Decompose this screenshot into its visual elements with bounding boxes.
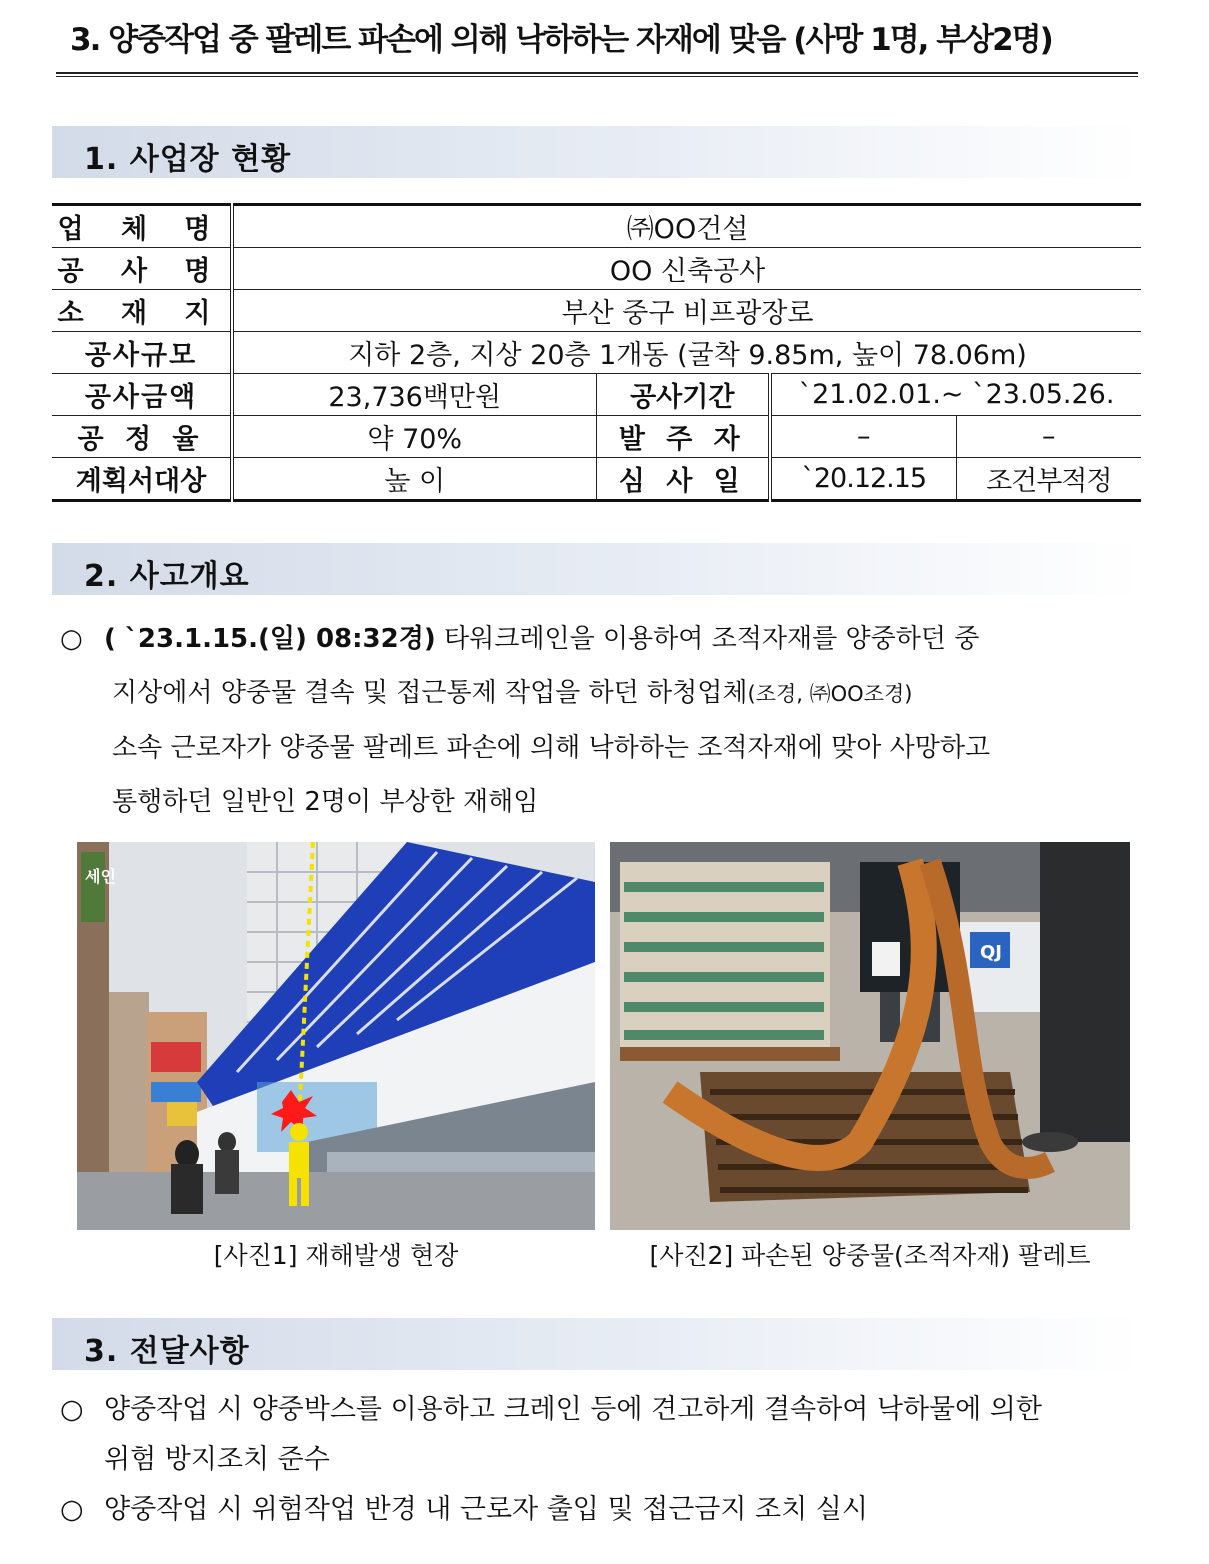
table-row bbox=[52, 290, 1141, 332]
rate-value: 약 70% bbox=[232, 416, 596, 458]
photo-accident-site bbox=[77, 842, 595, 1230]
title-rule bbox=[56, 72, 1138, 74]
site-info-table bbox=[52, 203, 1141, 502]
notice-item-1 bbox=[60, 1385, 1042, 1435]
notice-text: 양중작업 시 위험작업 반경 내 근로자 출입 및 접근금지 조치 실시 bbox=[104, 1494, 868, 1525]
period-value: `21.02.01.~ `23.05.26. bbox=[770, 374, 1141, 416]
section-header-site bbox=[52, 126, 1140, 178]
section-header-notices bbox=[52, 1318, 1140, 1370]
plan-label: 계획서대상 bbox=[52, 458, 232, 501]
project-label: 공 사 명 bbox=[52, 248, 232, 290]
accident-summary bbox=[60, 612, 990, 829]
accident-line-4: 통행하던 일반인 2명이 부상한 재해임 bbox=[112, 787, 539, 817]
review-label: 심 사 일 bbox=[596, 458, 770, 501]
accident-line-3: 소속 근로자가 양중물 팔레트 파손에 의해 낙하하는 조적자재에 맞아 사망하고 bbox=[112, 733, 991, 763]
shop-sign-text: 세인 bbox=[85, 867, 116, 886]
sign-label-text: QJ bbox=[980, 942, 1002, 963]
notice-list bbox=[60, 1385, 1042, 1535]
client-label: 발 주 자 bbox=[596, 416, 770, 458]
bullet: ○ bbox=[60, 1394, 84, 1425]
table-row bbox=[52, 332, 1141, 374]
client-value: – bbox=[770, 416, 956, 458]
scale-label: 공사규모 bbox=[52, 332, 232, 374]
plan-value: 높 이 bbox=[232, 458, 596, 501]
project-value: OO 신축공사 bbox=[232, 248, 1141, 290]
table-row bbox=[52, 374, 1141, 416]
title-rule-thin bbox=[56, 76, 1138, 77]
bullet: ○ bbox=[60, 1494, 84, 1525]
location-label: 소 재 지 bbox=[52, 290, 232, 332]
section-title: 1. 사업장 현황 bbox=[84, 142, 292, 177]
photo2-caption: [사진2] 파손된 양중물(조적자재) 팔레트 bbox=[649, 1241, 1091, 1270]
table-row bbox=[52, 205, 1141, 248]
client-value-2: – bbox=[956, 416, 1141, 458]
table-row bbox=[52, 416, 1141, 458]
table-row bbox=[52, 458, 1141, 501]
review-result: 조건부적정 bbox=[956, 458, 1141, 501]
section-header-accident bbox=[52, 543, 1140, 595]
location-value: 부산 중구 비프광장로 bbox=[232, 290, 1141, 332]
notice-item-2 bbox=[60, 1485, 1042, 1535]
section-title: 3. 전달사항 bbox=[84, 1334, 250, 1369]
accident-line-2 bbox=[60, 666, 990, 721]
photo-damaged-pallet bbox=[610, 842, 1130, 1230]
bullet: ○ bbox=[60, 624, 83, 654]
accident-subcontractor: (조경, ㈜OO조경) bbox=[747, 682, 913, 706]
table-row bbox=[52, 248, 1141, 290]
accident-text: 지상에서 양중물 결속 및 접근통제 작업을 하던 하청업체 bbox=[112, 678, 748, 708]
accident-text: 타워크레인을 이용하여 조적자재를 양중하던 중 bbox=[435, 624, 980, 654]
rate-label: 공 정 율 bbox=[52, 416, 232, 458]
notice-text: 양중작업 시 양중박스를 이용하고 크레인 등에 견고하게 결속하여 낙하물에 의한 bbox=[104, 1394, 1042, 1425]
photo1-caption: [사진1] 재해발생 현장 bbox=[213, 1241, 459, 1270]
document-title: 3. 양중작업 중 팔레트 파손에 의해 낙하하는 자재에 맞음 (사망 1명, 부상2명) bbox=[70, 22, 1052, 58]
company-value: ㈜OO건설 bbox=[232, 205, 1141, 248]
scale-value: 지하 2층, 지상 20층 1개동 (굴착 9.85m, 높이 78.06m) bbox=[232, 332, 1141, 374]
section-title: 2. 사고개요 bbox=[84, 559, 250, 594]
amount-label: 공사금액 bbox=[52, 374, 232, 416]
notice-item-1-cont: 위험 방지조치 준수 bbox=[104, 1444, 330, 1475]
period-label: 공사기간 bbox=[596, 374, 770, 416]
company-label: 업 체 명 bbox=[52, 205, 232, 248]
accident-line-1 bbox=[60, 612, 990, 666]
accident-datetime: ( `23.1.15.(일) 08:32경) bbox=[104, 624, 436, 654]
amount-value: 23,736백만원 bbox=[232, 374, 596, 416]
review-date: `20.12.15 bbox=[770, 458, 956, 501]
